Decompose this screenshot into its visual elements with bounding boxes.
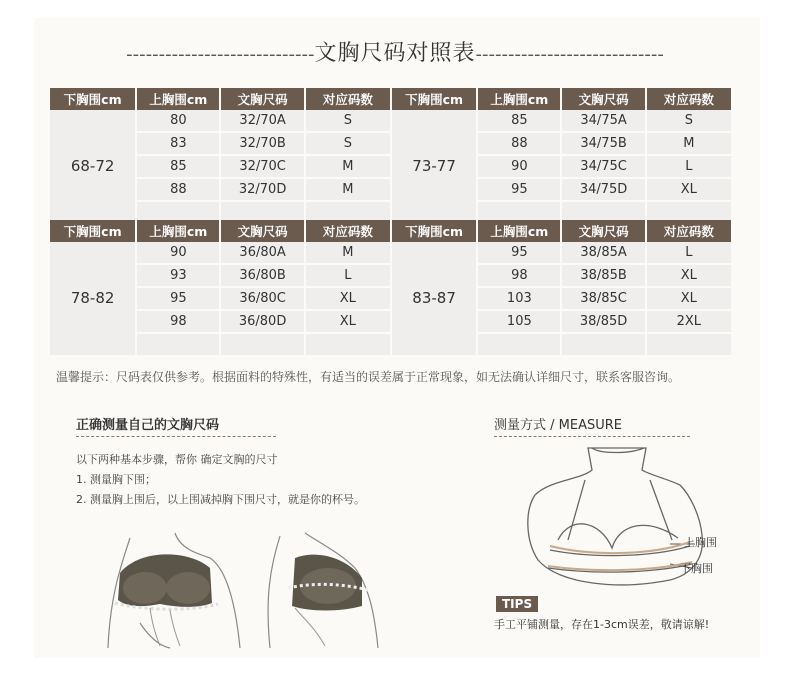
letter-size-cell: S: [305, 132, 391, 155]
letter-size-cell: [305, 333, 391, 356]
bra-size-cell: 38/85A: [561, 242, 645, 264]
column-header: 对应码数: [646, 88, 732, 110]
letter-size-cell: L: [646, 155, 732, 178]
under-bust-range: 78-82: [50, 242, 136, 356]
letter-size-cell: L: [305, 264, 391, 287]
column-header: 下胸围cm: [50, 88, 136, 110]
under-bust-range: 73-77: [391, 110, 477, 224]
column-header: 上胸围cm: [136, 220, 220, 242]
upper-bust-cell: 103: [477, 287, 561, 310]
measure-method-divider: [494, 436, 690, 437]
upper-bust-cell: 95: [477, 178, 561, 201]
letter-size-cell: M: [305, 178, 391, 201]
bra-size-cell: 34/75C: [561, 155, 645, 178]
bra-size-cell: 38/85C: [561, 287, 645, 310]
letter-size-cell: XL: [646, 178, 732, 201]
page-title: -----------------------------文胸尺码对照表-----------------------------: [126, 41, 664, 66]
measure-guide: [76, 450, 365, 510]
bra-size-cell: 36/80D: [220, 310, 304, 333]
measure-step-2: 2. 测量胸上围后，以上围减掉胸下围尺寸，就是你的杯号。: [76, 493, 365, 506]
column-header: 上胸围cm: [136, 88, 220, 110]
upper-bust-cell: 95: [136, 287, 220, 310]
upper-bust-cell: 90: [477, 155, 561, 178]
bra-size-cell: 32/70D: [220, 178, 304, 201]
measure-illustration: [100, 528, 390, 653]
bra-size-cell: 36/80A: [220, 242, 304, 264]
bra-size-cell: 34/75B: [561, 132, 645, 155]
warm-tip-note: 温馨提示：尺码表仅供参考。根据面料的特殊性，有适当的误差属于正常现象，如无法确认详细尺寸，联系客服咨询。: [56, 370, 681, 384]
column-header: 上胸围cm: [477, 88, 561, 110]
column-header: 对应码数: [305, 220, 391, 242]
column-header: 下胸围cm: [391, 88, 477, 110]
size-table-1: [50, 88, 733, 225]
upper-bust-cell: 95: [477, 242, 561, 264]
bra-size-cell: 32/70C: [220, 155, 304, 178]
letter-size-cell: S: [646, 110, 732, 132]
letter-size-cell: XL: [305, 287, 391, 310]
bra-size-cell: 32/70B: [220, 132, 304, 155]
column-header: 文胸尺码: [220, 88, 304, 110]
mannequin-illustration: [520, 440, 720, 600]
bra-size-cell: 32/70A: [220, 110, 304, 132]
upper-bust-cell: 83: [136, 132, 220, 155]
upper-bust-cell: 105: [477, 310, 561, 333]
column-header: 文胸尺码: [561, 88, 645, 110]
bra-size-cell: 38/85B: [561, 264, 645, 287]
upper-bust-cell: 90: [136, 242, 220, 264]
upper-bust-cell: 88: [136, 178, 220, 201]
measure-method-title: 测量方式 / MEASURE: [494, 418, 622, 433]
letter-size-cell: XL: [646, 264, 732, 287]
letter-size-cell: XL: [305, 310, 391, 333]
column-header: 下胸围cm: [391, 220, 477, 242]
upper-bust-cell: 98: [136, 310, 220, 333]
column-header: 对应码数: [305, 88, 391, 110]
table-header-row: [50, 88, 732, 110]
letter-size-cell: S: [305, 110, 391, 132]
column-header: 下胸围cm: [50, 220, 136, 242]
table-row: [50, 242, 732, 264]
measure-step-1: 1. 测量胸下围；: [76, 473, 156, 486]
upper-bust-cell: [477, 333, 561, 356]
upper-bust-label: 上胸围: [684, 536, 717, 549]
letter-size-cell: M: [646, 132, 732, 155]
upper-bust-cell: 85: [477, 110, 561, 132]
column-header: 文胸尺码: [561, 220, 645, 242]
under-bust-range: 68-72: [50, 110, 136, 224]
letter-size-cell: L: [646, 242, 732, 264]
bra-size-cell: 34/75D: [561, 178, 645, 201]
measure-self-divider: [76, 436, 276, 437]
under-bust-range: 83-87: [391, 242, 477, 356]
column-header: 对应码数: [646, 220, 732, 242]
letter-size-cell: 2XL: [646, 310, 732, 333]
letter-size-cell: XL: [646, 287, 732, 310]
bra-size-cell: [561, 333, 645, 356]
upper-bust-cell: 85: [136, 155, 220, 178]
upper-bust-cell: [136, 333, 220, 356]
upper-bust-cell: 93: [136, 264, 220, 287]
table-header-row: [50, 220, 732, 242]
under-bust-label: 下胸围: [680, 562, 713, 575]
tips-badge: TIPS: [496, 596, 538, 612]
tips-text: 手工平铺测量，存在1-3cm误差，敬请谅解!: [494, 618, 710, 631]
letter-size-cell: M: [305, 242, 391, 264]
table-row: [50, 110, 732, 132]
size-table-2: [50, 220, 733, 357]
bra-size-cell: [220, 333, 304, 356]
upper-bust-cell: 80: [136, 110, 220, 132]
bra-size-cell: 36/80B: [220, 264, 304, 287]
upper-bust-cell: 98: [477, 264, 561, 287]
measure-intro: 以下两种基本步骤，帮你 确定文胸的尺寸: [76, 453, 278, 466]
column-header: 上胸围cm: [477, 220, 561, 242]
letter-size-cell: M: [305, 155, 391, 178]
bra-size-cell: 38/85D: [561, 310, 645, 333]
column-header: 文胸尺码: [220, 220, 304, 242]
upper-bust-cell: 88: [477, 132, 561, 155]
letter-size-cell: [646, 333, 732, 356]
bra-size-cell: 34/75A: [561, 110, 645, 132]
measure-self-title: 正确测量自己的文胸尺码: [76, 418, 220, 433]
bra-size-cell: 36/80C: [220, 287, 304, 310]
